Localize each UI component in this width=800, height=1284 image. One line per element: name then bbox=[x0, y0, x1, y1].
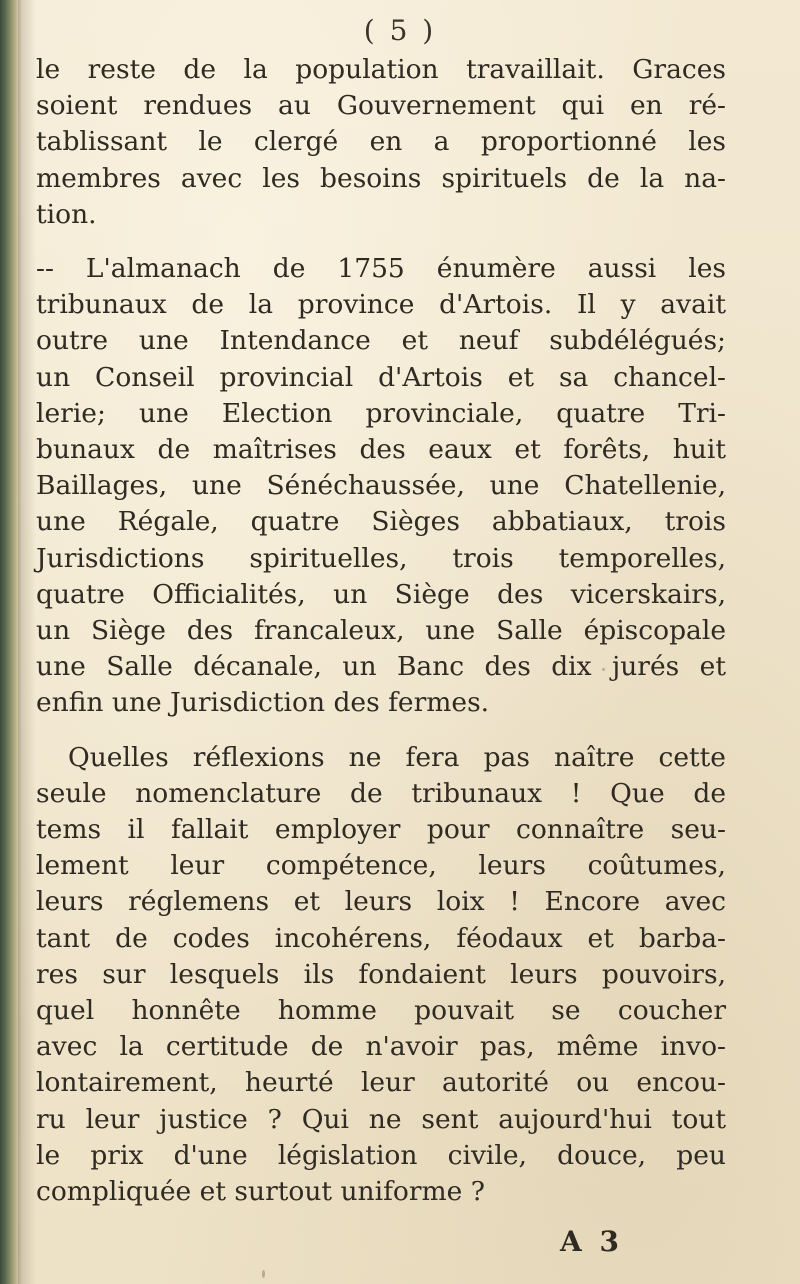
text-line: tion. bbox=[36, 198, 97, 230]
text-line: compliquée et surtout uniforme ? bbox=[36, 1176, 485, 1208]
text-line: le prix d'une législation civile, douce, peu bbox=[36, 1139, 726, 1171]
paragraph-2 bbox=[36, 251, 726, 722]
binding-shadow bbox=[18, 0, 36, 1284]
text-line: Baillages, une Sénéchaussée, une Chatellenie, bbox=[36, 470, 726, 502]
text-line: outre une Intendance et neuf subdélégués; bbox=[36, 325, 726, 357]
text-line: tems il fallait employer pour connaître seu- bbox=[36, 814, 726, 846]
text-line: tablissant le clergé en a proportionné les bbox=[36, 126, 726, 158]
text-line: une Régale, quatre Sièges abbatiaux, trois bbox=[36, 506, 726, 538]
text-line: un Siège des francaleux, une Salle épiscopale bbox=[36, 615, 726, 647]
text-line: seule nomenclature de tribunaux ! Que de bbox=[36, 777, 726, 809]
paper-speck bbox=[710, 828, 715, 832]
text-line: ru leur justice ? Qui ne sent aujourd'hui tout bbox=[36, 1103, 726, 1135]
signature-mark: A 3 bbox=[560, 1225, 623, 1258]
text-line: avec la certitude de n'avoir pas, même invo- bbox=[36, 1031, 726, 1063]
paragraph-gap bbox=[36, 233, 726, 251]
paragraph-gap bbox=[36, 722, 726, 740]
text-line: enfin une Jurisdiction des fermes. bbox=[36, 687, 490, 719]
paragraph-3 bbox=[36, 740, 726, 1211]
text-line: un Conseil provincial d'Artois et sa chancel- bbox=[36, 361, 726, 393]
page-number: ( 5 ) bbox=[363, 14, 437, 47]
text-line: tant de codes incohérens, féodaux et barba- bbox=[36, 922, 726, 954]
text-line: quel honnête homme pouvait se coucher bbox=[36, 995, 726, 1027]
text-line: leurs réglemens et leurs loix ! Encore avec bbox=[36, 886, 726, 918]
text-line: lontairement, heurté leur autorité ou encou- bbox=[36, 1067, 726, 1099]
text-line: -- L'almanach de 1755 énumère aussi les bbox=[36, 253, 726, 285]
paragraph-1 bbox=[36, 52, 726, 233]
text-line: Quelles réflexions ne fera pas naître cette bbox=[68, 741, 726, 773]
text-line: le reste de la population travaillait. Graces bbox=[36, 54, 726, 85]
text-line: res sur lesquels ils fondaient leurs pouvoirs, bbox=[36, 958, 726, 990]
text-line: lement leur compétence, leurs coûtumes, bbox=[36, 850, 726, 882]
body-text bbox=[36, 52, 726, 1210]
paper-speck bbox=[602, 668, 605, 671]
text-line: Jurisdictions spirituelles, trois temporelles, bbox=[36, 542, 726, 574]
text-line: une Salle décanale, un Banc des dix jurés et bbox=[36, 651, 726, 683]
text-line: soient rendues au Gouvernement qui en ré- bbox=[36, 90, 726, 122]
text-line: tribunaux de la province d'Artois. Il y avait bbox=[36, 289, 726, 321]
paper-speck bbox=[262, 1270, 265, 1278]
text-line: bunaux de maîtrises des eaux et forêts, huit bbox=[36, 434, 726, 466]
text-line: quatre Officialités, un Siège des vicerskairs, bbox=[36, 578, 726, 610]
text-line: membres avec les besoins spirituels de la na- bbox=[36, 162, 726, 194]
text-line: lerie; une Election provinciale, quatre Tri- bbox=[36, 397, 726, 429]
